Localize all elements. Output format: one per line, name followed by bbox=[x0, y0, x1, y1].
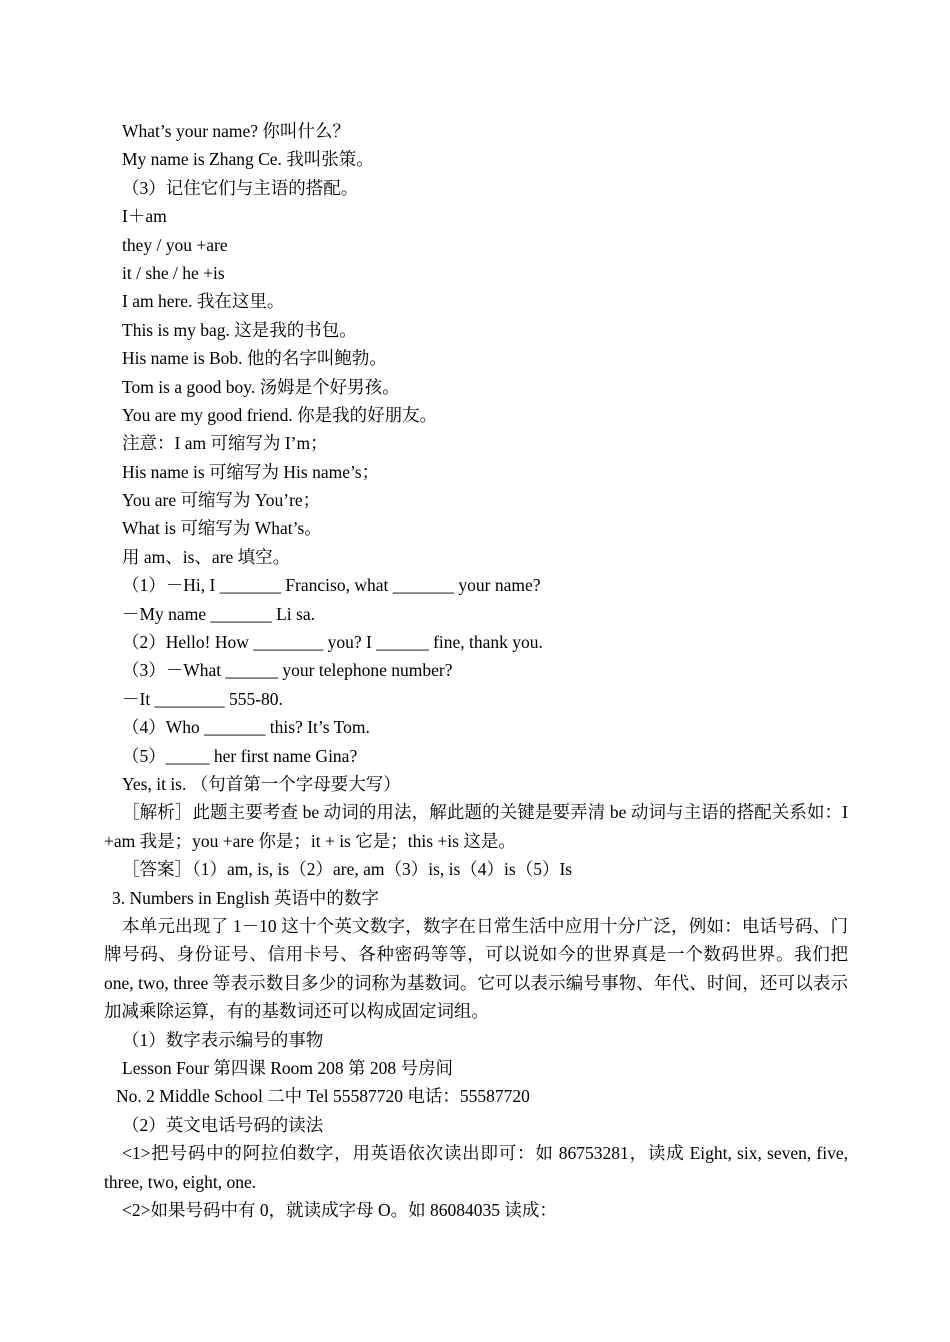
example-line: Lesson Four 第四课 Room 208 第 208 号房间 bbox=[122, 1058, 454, 1078]
exercise-line: （2）Hello! How ________ you? I ______ fine, thank you. bbox=[122, 632, 543, 653]
example-line: No. 2 Middle School 二中 Tel 55587720 电话：55587720 bbox=[116, 1086, 530, 1107]
text-line: 用 am、is、are 填空。 bbox=[122, 546, 291, 567]
text-line: What is 可缩写为 What’s。 bbox=[122, 518, 322, 539]
subsection-heading: （2）英文电话号码的读法 bbox=[122, 1114, 324, 1135]
text-line: His name is Bob. 他的名字叫鲍勃。 bbox=[122, 348, 387, 369]
exercise-line: －It ________ 555-80. bbox=[122, 688, 283, 709]
text-line: I＋am bbox=[122, 206, 167, 227]
text-line: 注意：I am 可缩写为 I’m； bbox=[122, 433, 328, 454]
exercise-line: （1）－Hi, I _______ Franciso, what _______ your name? bbox=[122, 575, 541, 596]
text-line: This is my bag. 这是我的书包。 bbox=[122, 319, 357, 340]
text-line: I am here. 我在这里。 bbox=[122, 291, 285, 312]
exercise-line: （3）－What ______ your telephone number? bbox=[122, 660, 453, 681]
subsection-heading: （1）数字表示编号的事物 bbox=[122, 1029, 324, 1050]
document-body bbox=[0, 117, 950, 1224]
exercise-line: Yes, it is. （句首第一个字母要大写） bbox=[122, 773, 401, 794]
text-line: You are my good friend. 你是我的好朋友。 bbox=[122, 404, 438, 425]
text-line: What’s your name? 你叫什么？ bbox=[122, 121, 350, 141]
text-line: My name is Zhang Ce. 我叫张策。 bbox=[122, 149, 374, 170]
exercise-line: （4）Who _______ this? It’s Tom. bbox=[122, 717, 370, 738]
rule-line: <2>如果号码中有 0，就读成字母 O。如 86084035 读成： bbox=[122, 1199, 557, 1220]
analysis-paragraph: ［解析］此题主要考查 be 动词的用法，解此题的关键是要弄清 be 动词与主语的搭配关系如：I +am 我是；you +are 你是；it + is 它是；this +is 这是。 bbox=[104, 802, 848, 851]
text-line: they / you +are bbox=[122, 234, 228, 255]
answer-paragraph: ［答案］（1）am, is, is（2）are, am（3）is, is（4）is（5）Is bbox=[122, 859, 573, 880]
exercise-line: （5）_____ her first name Gina? bbox=[122, 745, 358, 766]
exercise-line: －My name _______ Li sa. bbox=[122, 603, 315, 624]
text-line: （3）记住它们与主语的搭配。 bbox=[122, 177, 359, 198]
text-line: it / she / he +is bbox=[122, 262, 225, 283]
section-heading: 3. Numbers in English 英语中的数字 bbox=[112, 887, 379, 908]
text-line: Tom is a good boy. 汤姆是个好男孩。 bbox=[122, 376, 400, 397]
text-line: You are 可缩写为 You’re； bbox=[122, 490, 321, 511]
intro-paragraph: 本单元出现了 1－10 这十个英文数字，数字在日常生活中应用十分广泛，例如：电话号码、门牌号码、身份证号、信用卡号、各种密码等等，可以说如今的世界真是一个数码世界。我们把 one, two, three 等表示数目多少的词称为基数词。它可以表示编号事物、年代、时间，还可以表示加减乘除运算，有的基数词还可以构成固定词组。 bbox=[104, 915, 848, 1022]
text-line: His name is 可缩写为 His name’s； bbox=[122, 461, 380, 482]
rule-paragraph: <1>把号码中的阿拉伯数字，用英语依次读出即可：如 86753281，读成 Eight, six, seven, five, three, two, eight, one. bbox=[104, 1143, 848, 1192]
